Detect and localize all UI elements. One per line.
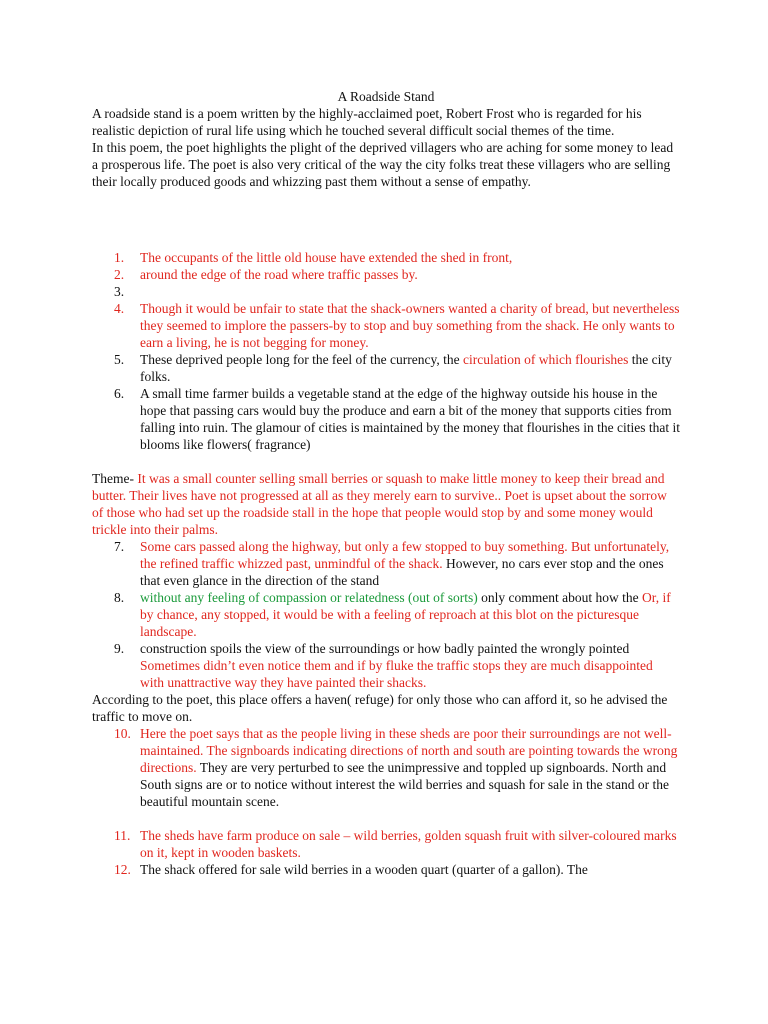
- list-item-text: Though it would be unfair to state that the shack-owners wanted a charity of bread, but nevertheless they seemed to implore the passers-by to stop and buy something from the shack. He only wants to earn a living, he is not begging for money.: [140, 301, 680, 350]
- haven-paragraph: According to the poet, this place offers a haven( refuge) for only those who can afford it, so he advised the traffic to move on.: [92, 692, 668, 724]
- list-item-number: 7.: [114, 539, 125, 554]
- spacer: [92, 453, 680, 470]
- numbered-list-2: [92, 538, 680, 691]
- numbered-list-4: [92, 827, 680, 878]
- list-item-text: without any feeling of compassion or relatedness (out of sorts): [140, 590, 478, 605]
- list-item-text: The sheds have farm produce on sale – wild berries, golden squash fruit with silver-coloured marks on it, kept in wooden baskets.: [140, 828, 677, 860]
- list-item-text: circulation of which flourishes: [463, 352, 629, 367]
- list-item-text: the city folks.: [140, 352, 672, 384]
- list-item-text: only comment about how the: [477, 590, 643, 605]
- numbered-list-1: [92, 249, 680, 453]
- list-item-number: 6.: [114, 386, 125, 401]
- numbered-list-3: [92, 725, 680, 810]
- list-item: [92, 351, 680, 385]
- list-item-text: However, no cars ever stop and the ones that even glance in the direction of the stand: [140, 556, 664, 588]
- list-item-number: 10.: [114, 726, 131, 741]
- list-item-text: around the edge of the road where traffic passes by.: [140, 267, 418, 282]
- list-item-text: These deprived people long for the feel of the currency, the: [140, 352, 463, 367]
- list-item-text: Or, if by chance, any stopped, it would be with a feeling of reproach at this blot on the picturesque landscape.: [140, 590, 671, 639]
- list-item-number: 4.: [114, 301, 125, 316]
- list-item-text: The occupants of the little old house have extended the shed in front,: [140, 250, 513, 265]
- spacer: [92, 190, 680, 249]
- list-item: [92, 827, 680, 861]
- list-item: [92, 640, 680, 691]
- list-item-text: A small time farmer builds a vegetable stand at the edge of the highway outside his house in the hope that passing cars would buy the produce and earn a bit of the money that supports cities from falling into ruin. The glamour of cities is maintained by the money that flourishes in the cities that it blooms like flowers( fragrance): [140, 386, 681, 452]
- list-item: [92, 589, 680, 640]
- list-item: [92, 249, 680, 266]
- list-item: [92, 861, 680, 878]
- list-item-number: 3.: [114, 284, 125, 299]
- list-item: [92, 300, 680, 351]
- spacer: [92, 810, 680, 827]
- list-item: [92, 385, 680, 453]
- list-item-number: 2.: [114, 267, 125, 282]
- list-item-number: 11.: [114, 828, 131, 843]
- theme-label: Theme-: [92, 471, 138, 486]
- list-item: [92, 283, 680, 300]
- theme-text: It was a small counter selling small berries or squash to make little money to keep their bread and butter. Their lives have not progressed at all as they merely earn to survive.. Poet is upset about the sorrow of those who had set up the roadside stall in the hope that people would stop by and some money would trickle into their palms.: [92, 471, 667, 537]
- list-item-text: They are very perturbed to see the unimpressive and toppled up signboards. North and South signs are or to notice without interest the wild berries and squash for sale in the stand or the beautiful mountain scene.: [140, 760, 670, 809]
- document-title: A Roadside Stand: [337, 89, 435, 104]
- intro-paragraph-2: In this poem, the poet highlights the plight of the deprived villagers who are aching for some money to lead a prosperous life. The poet is also very critical of the way the city folks treat these villagers who are selling their locally produced goods and whizzing past them without a sense of empathy.: [92, 140, 674, 189]
- list-item: [92, 266, 680, 283]
- list-item-text: Some cars passed along the highway, but only a few stopped to buy something. But unfortunately, the refined traffic whizzed past, unmindful of the shack.: [140, 539, 670, 571]
- list-item-number: 5.: [114, 352, 125, 367]
- list-item-number: 8.: [114, 590, 125, 605]
- list-item-text: Sometimes didn’t even notice them and if by fluke the traffic stops they are much disappointed with unattractive way they have painted their shacks.: [140, 658, 653, 690]
- theme-paragraph: [92, 470, 680, 538]
- list-item-text: construction spoils the view of the surroundings or how badly painted the wrongly pointed: [140, 641, 630, 656]
- list-item-text: Here the poet says that as the people living in these sheds are poor their surroundings are not well-maintained. The signboards indicating directions of north and south are pointing towards the wrong directions.: [140, 726, 678, 775]
- list-item-text: The shack offered for sale wild berries in a wooden quart (quarter of a gallon). The: [140, 862, 588, 877]
- list-item-number: 1.: [114, 250, 125, 265]
- list-item: [92, 725, 680, 810]
- list-item: [92, 538, 680, 589]
- list-item-number: 9.: [114, 641, 125, 656]
- list-item-number: 12.: [114, 862, 131, 877]
- intro-paragraph-1: A roadside stand is a poem written by the highly-acclaimed poet, Robert Frost who is regarded for his realistic depiction of rural life using which he touched several difficult social themes of the time.: [92, 106, 642, 138]
